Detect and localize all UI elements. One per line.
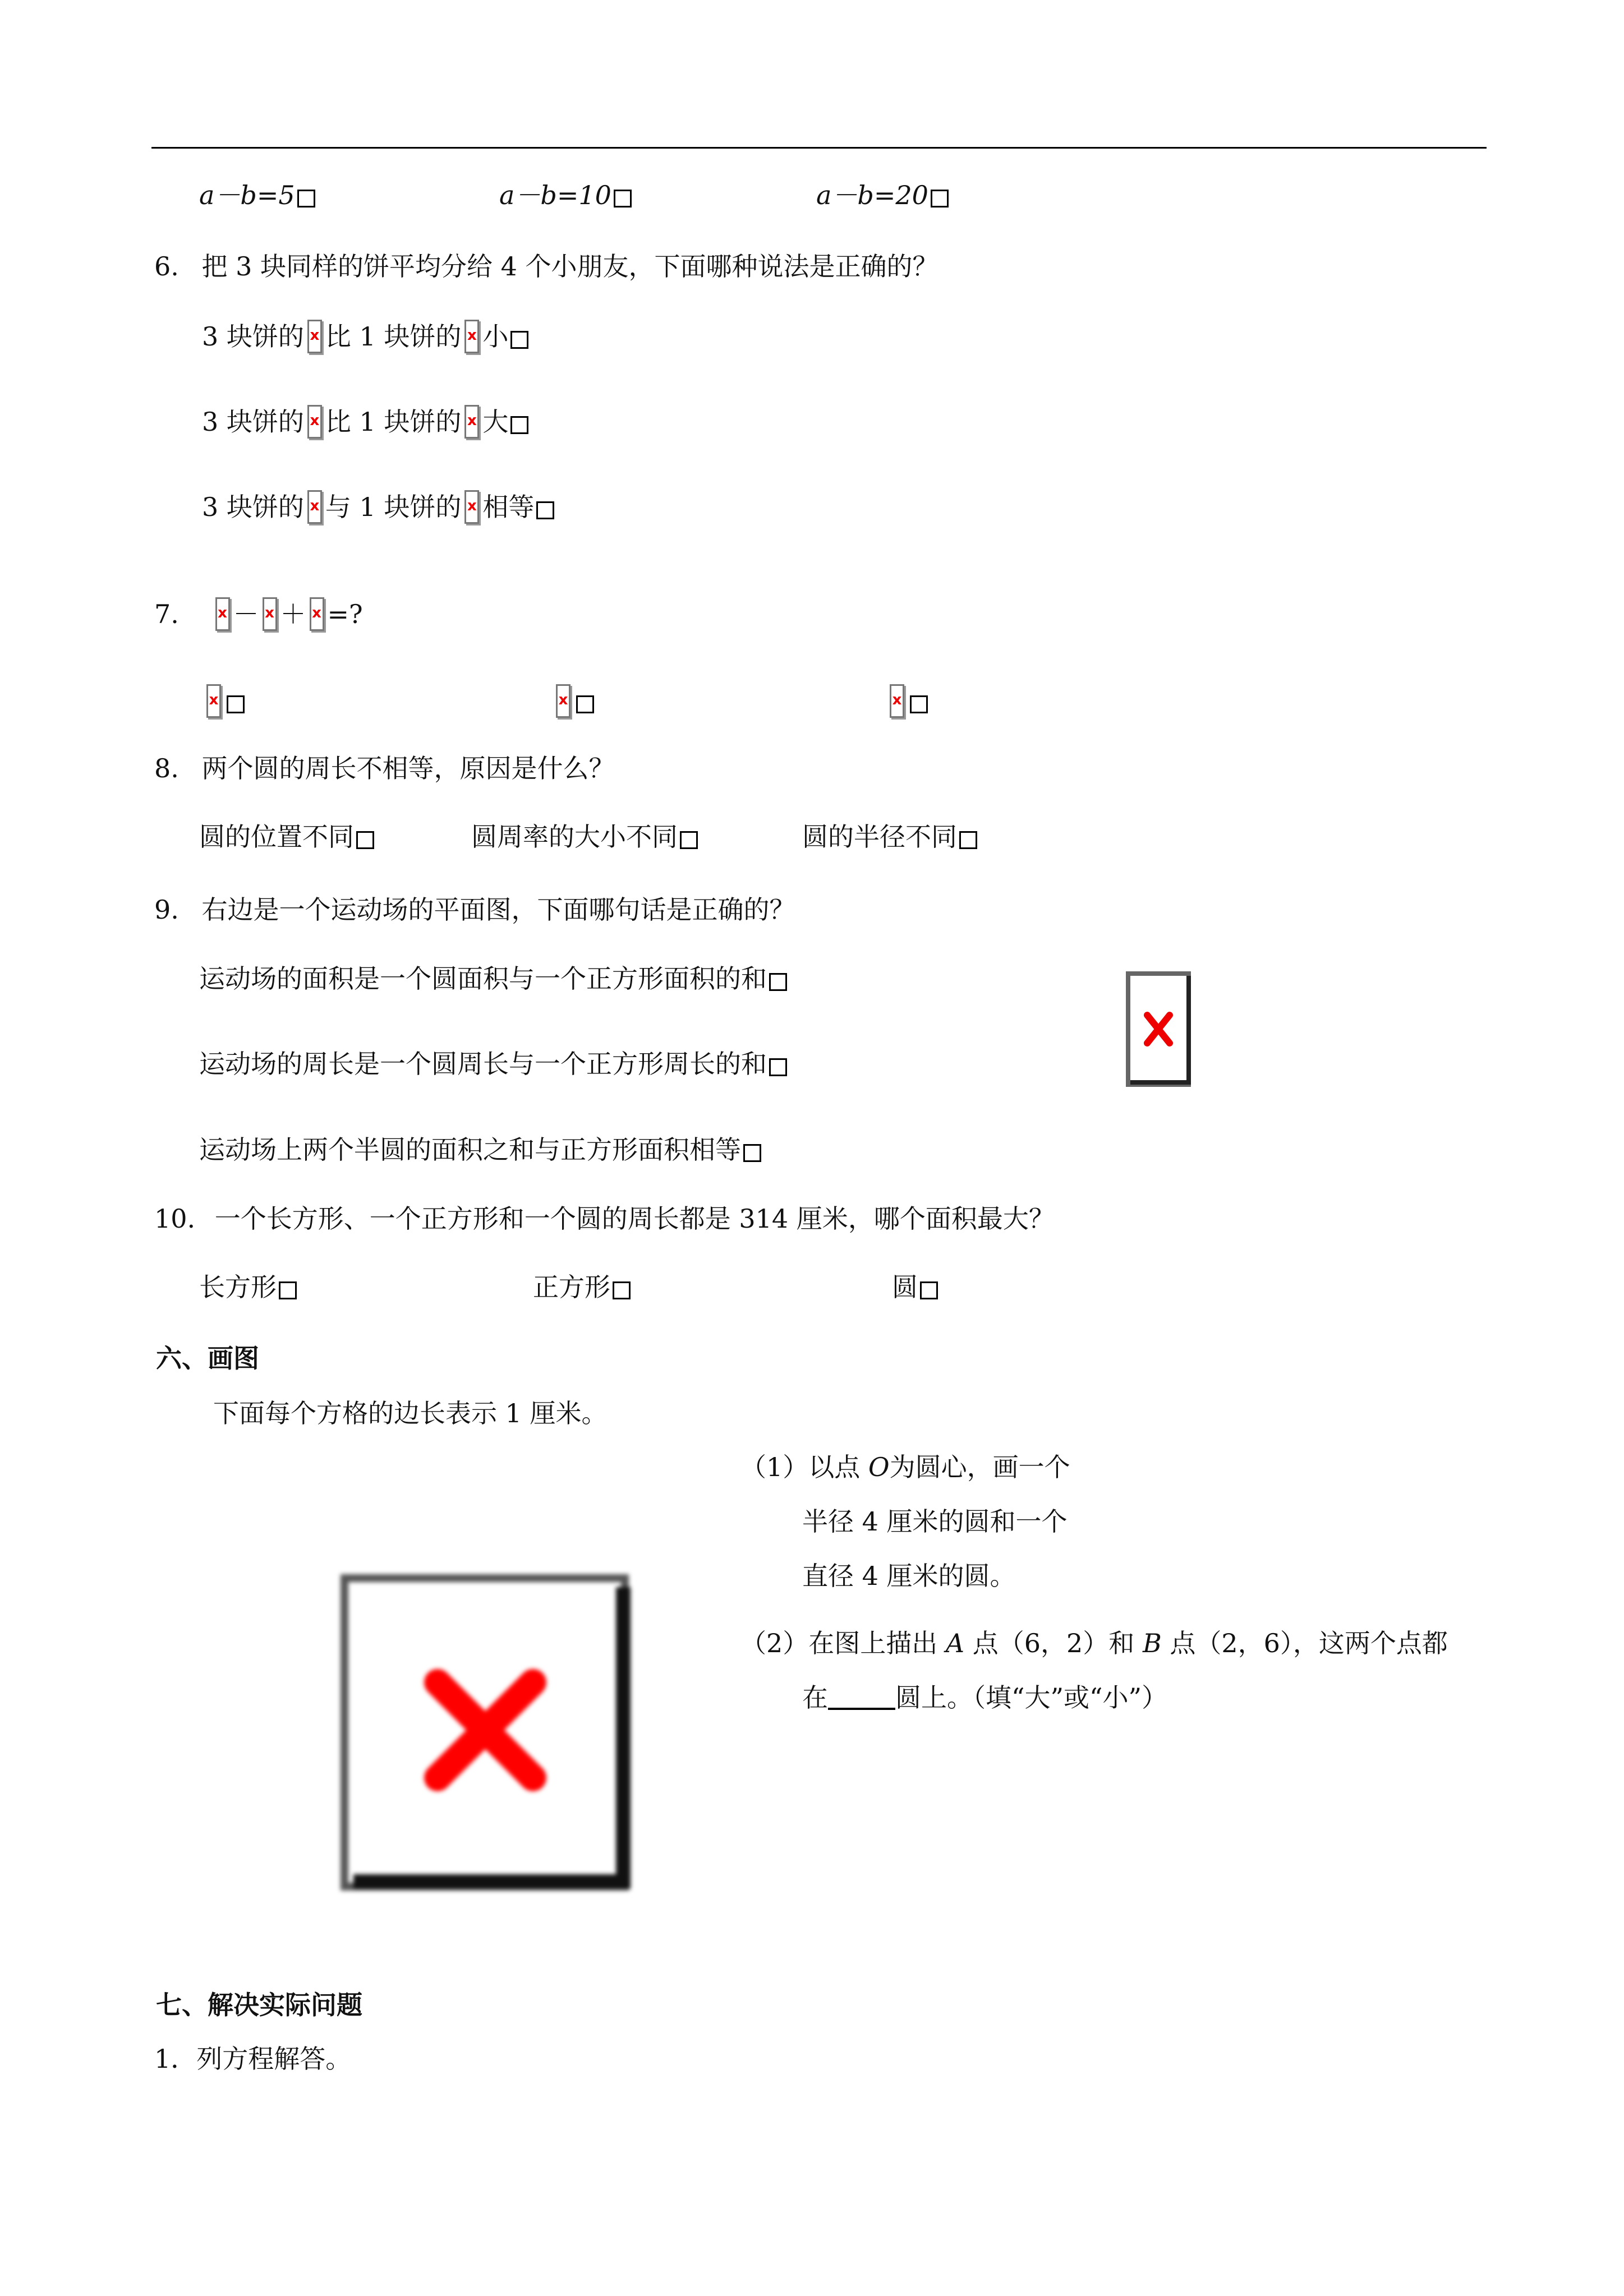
task-text: 点（6，2）和 <box>972 1628 1135 1658</box>
broken-image-icon <box>263 597 277 631</box>
task-2-line-1 <box>740 1626 1448 1660</box>
point-label: A <box>945 1628 965 1658</box>
task-text: 为圆心，画一个 <box>889 1452 1070 1482</box>
checkbox-icon[interactable] <box>920 1281 938 1299</box>
q8-option-2 <box>471 820 698 854</box>
checkbox-icon[interactable] <box>613 1281 631 1299</box>
q9-question <box>154 893 795 926</box>
option-text: 圆周率的大小不同 <box>471 822 678 852</box>
broken-image-icon <box>307 320 322 353</box>
q8-option-3 <box>802 820 977 854</box>
task-number: （2） <box>740 1628 809 1658</box>
q8-question <box>154 751 615 785</box>
checkbox-icon[interactable] <box>910 695 928 713</box>
option-text: 圆 <box>892 1272 918 1302</box>
option-text: 运动场的面积是一个圆面积与一个正方形面积的和 <box>199 963 767 994</box>
q5-option-text: a－b=10 <box>499 180 611 210</box>
q5-option-3 <box>816 178 949 212</box>
section-7-title: 七、解决实际问题 <box>156 1990 362 2020</box>
answer-blank[interactable] <box>828 1683 895 1710</box>
task-1-line-2: 半径 4 厘米的圆和一个 <box>802 1506 1068 1537</box>
option-text: 相等 <box>482 492 535 522</box>
q6-question <box>154 250 938 283</box>
question-number: 6. <box>154 251 179 282</box>
section-6-title: 六、画图 <box>156 1343 259 1373</box>
option-text: 圆的位置不同 <box>199 822 354 852</box>
task-number: （1） <box>740 1452 809 1482</box>
checkbox-icon[interactable] <box>614 190 632 208</box>
question-text: 右边是一个运动场的平面图，下面哪句话是正确的？ <box>201 895 795 925</box>
q7-question <box>154 597 363 631</box>
q9-option-1 <box>199 962 787 995</box>
question-number: 9. <box>154 895 179 925</box>
q10-option-1 <box>199 1270 297 1304</box>
option-text: 3 块饼的 <box>202 407 304 437</box>
broken-image-icon <box>307 490 322 524</box>
broken-image-icon <box>464 320 479 353</box>
checkbox-icon[interactable] <box>356 831 374 849</box>
option-text: 运动场上两个半圆的面积之和与正方形面积相等 <box>199 1135 741 1165</box>
broken-image-icon <box>307 405 322 439</box>
q5-option-2 <box>499 178 632 212</box>
point-label: O <box>868 1452 890 1482</box>
broken-image-icon <box>215 597 230 631</box>
header-rule <box>151 147 1487 149</box>
option-text: 小 <box>482 321 509 352</box>
option-text: 3 块饼的 <box>202 321 304 352</box>
q7-option-3 <box>886 684 928 718</box>
option-text: 比 1 块饼的 <box>325 407 462 437</box>
task-text: 以点 <box>808 1452 861 1482</box>
checkbox-icon[interactable] <box>769 973 787 991</box>
broken-image-icon <box>890 684 904 718</box>
option-text: 比 1 块饼的 <box>325 321 462 352</box>
checkbox-icon[interactable] <box>227 695 245 713</box>
q9-option-2 <box>199 1047 787 1081</box>
checkbox-icon[interactable] <box>510 331 528 349</box>
q6-option-3 <box>202 490 554 524</box>
option-text: 大 <box>482 407 509 437</box>
checkbox-icon[interactable] <box>536 501 554 519</box>
broken-image-icon <box>464 405 479 439</box>
q7-option-1 <box>203 684 245 718</box>
task-text: 点（2，6），这两个点都 <box>1170 1628 1448 1658</box>
q6-option-1 <box>202 320 528 353</box>
operator: ＋ <box>280 599 306 629</box>
option-text: 圆的半径不同 <box>802 822 957 852</box>
q6-option-2 <box>202 405 528 439</box>
q5-option-1 <box>199 178 315 212</box>
operator: =? <box>327 599 363 629</box>
q9-option-3 <box>199 1133 761 1167</box>
checkbox-icon[interactable] <box>680 831 698 849</box>
question-text: 两个圆的周长不相等，原因是什么？ <box>201 753 615 783</box>
question-text: 一个长方形、一个正方形和一个圆的周长都是 314 厘米，哪个面积最大？ <box>214 1204 1055 1234</box>
q7-option-2 <box>553 684 594 718</box>
option-text: 运动场的周长是一个圆周长与一个正方形周长的和 <box>199 1049 767 1079</box>
q5-option-text: a－b=20 <box>816 180 928 210</box>
broken-image-icon <box>337 1570 634 1896</box>
option-text: 正方形 <box>533 1272 610 1302</box>
q8-option-1 <box>199 820 374 854</box>
question-number: 7. <box>154 599 179 629</box>
option-text: 3 块饼的 <box>202 492 304 522</box>
section-7-item-1: 1．列方程解答。 <box>154 2044 352 2074</box>
question-text: 把 3 块同样的饼平均分给 4 个小朋友，下面哪种说法是正确的？ <box>201 251 938 282</box>
checkbox-icon[interactable] <box>959 831 977 849</box>
task-text: 在图上描出 <box>808 1628 938 1658</box>
q10-question <box>154 1202 1055 1235</box>
checkbox-icon[interactable] <box>769 1058 787 1076</box>
task-1-line-3: 直径 4 厘米的圆。 <box>802 1561 1016 1591</box>
question-number: 8. <box>154 753 179 783</box>
task-1-line-1 <box>740 1450 1070 1484</box>
point-label: B <box>1142 1628 1162 1658</box>
checkbox-icon[interactable] <box>279 1281 297 1299</box>
checkbox-icon[interactable] <box>297 190 315 208</box>
operator: － <box>233 599 259 629</box>
checkbox-icon[interactable] <box>743 1144 761 1162</box>
q10-option-3 <box>892 1270 938 1304</box>
section-6-intro: 下面每个方格的边长表示 1 厘米。 <box>213 1398 608 1428</box>
q5-option-text: a－b=5 <box>199 180 295 210</box>
checkbox-icon[interactable] <box>576 695 594 713</box>
checkbox-icon[interactable] <box>931 190 949 208</box>
broken-image-icon <box>464 490 479 524</box>
stadium-figure-placeholder <box>1125 970 1192 1088</box>
q10-option-2 <box>533 1270 631 1304</box>
question-number: 10. <box>154 1204 196 1234</box>
task-text: 圆上。（填“大”或“小”） <box>895 1682 1168 1713</box>
task-2-line-2 <box>802 1681 1167 1714</box>
broken-image-icon <box>310 597 324 631</box>
option-text: 与 1 块饼的 <box>325 492 462 522</box>
broken-image-icon <box>1125 970 1192 1088</box>
option-text: 长方形 <box>199 1272 277 1302</box>
broken-image-icon <box>556 684 571 718</box>
task-text: 在 <box>802 1682 828 1713</box>
broken-image-icon <box>206 684 221 718</box>
checkbox-icon[interactable] <box>510 416 528 434</box>
grid-figure-placeholder <box>337 1570 634 1896</box>
